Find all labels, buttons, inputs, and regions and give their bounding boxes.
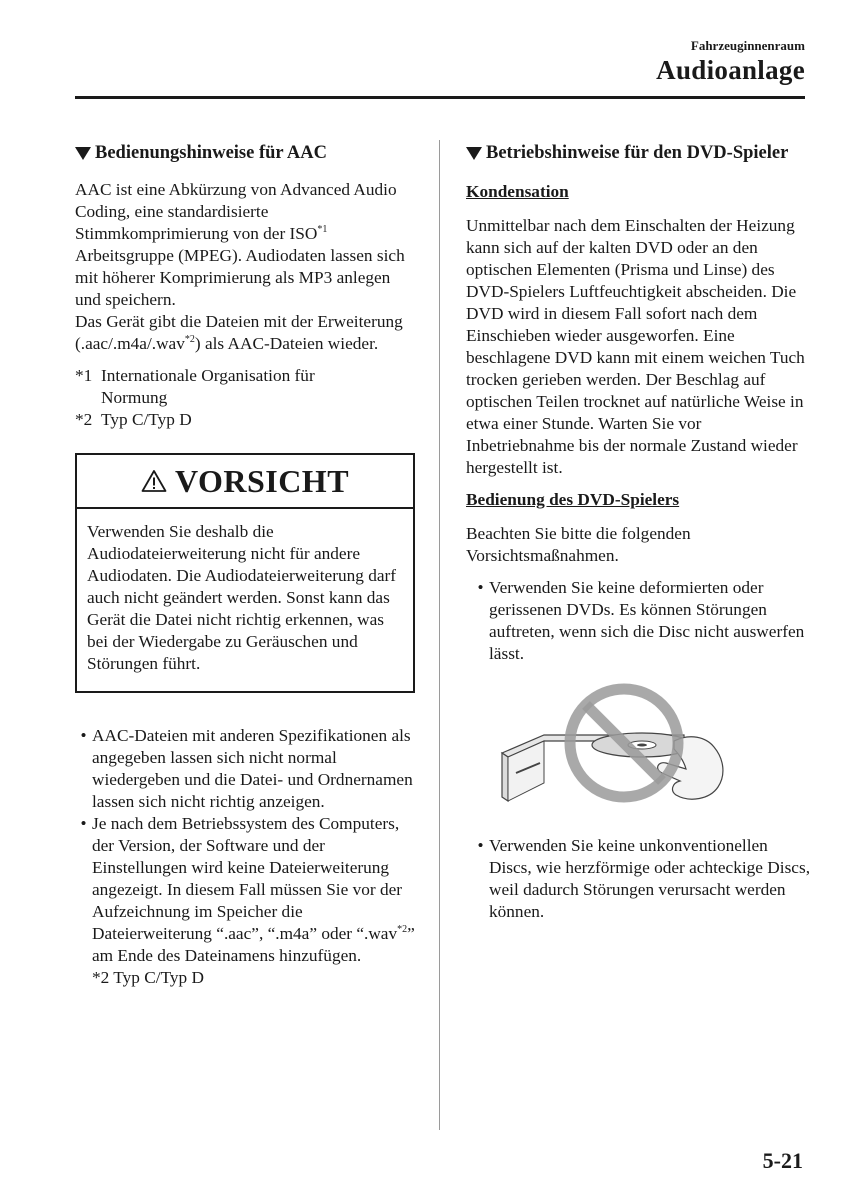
column-divider bbox=[439, 140, 440, 1130]
caution-title: VORSICHT bbox=[174, 463, 350, 499]
footnote-1-cont: Normung bbox=[101, 388, 168, 407]
dvd-section-title: Betriebshinweise für den DVD-Spieler bbox=[466, 142, 811, 165]
left-column bbox=[75, 142, 415, 989]
chapter-label: Fahrzeuginnenraum bbox=[690, 38, 805, 53]
header-rule bbox=[75, 96, 805, 99]
no-deformed-disc-illustration bbox=[494, 683, 744, 813]
condensation-heading: Kondensation bbox=[466, 182, 569, 201]
aac-paragraph-1: AAC ist eine Abkürzung von Advanced Audio Coding, eine standardisierte Stimmkomprimierung von der ISO$^{*1}$ Arbeitsgruppe (MPEG). Audiodaten lassen sich mit höherer Komprimierung als MP3 anlegen und speichern. bbox=[75, 180, 405, 309]
list-item: • Verwenden Sie keine deformierten oder gerissenen DVDs. Es können Störungen auftreten, wenn sich die Disc nicht auswerfen lässt. bbox=[477, 578, 805, 663]
caution-header bbox=[77, 455, 413, 509]
operation-heading: Bedienung des DVD-Spielers bbox=[466, 490, 680, 509]
aac-paragraph-2: Das Gerät gibt die Dateien mit der Erweiterung (.aac/.m4a/.wav$^{*2}$) als AAC-Dateien wieder. bbox=[75, 312, 403, 353]
list-item: • Je nach dem Betriebssystem des Computers, der Version, der Software und der Einstellungen wird keine Dateierweiterung angezeigt. In diesem Fall müssen Sie vor der Aufzeichnung im Speicher die Dateierweiterung “.aac”, “.m4a” oder “.wav$^{*2}$” am Ende des Dateinamens hinzufügen. *2 Typ C/Typ D bbox=[80, 814, 415, 987]
list-item: • Verwenden Sie keine unkonventionellen Discs, wie herzförmige oder achteckige Discs, weil dadurch Störungen verursacht werden können. bbox=[477, 836, 811, 921]
footnote-1: *1 Internationale Organisation für bbox=[75, 366, 315, 385]
operation-text: Beachten Sie bitte die folgenden Vorsichtsmaßnahmen. bbox=[466, 524, 691, 565]
page-number: 5-21 bbox=[762, 1148, 803, 1173]
footnote-2: *2 Typ C/Typ D bbox=[75, 410, 192, 429]
aac-section-title: Bedienungshinweise für AAC bbox=[75, 142, 415, 165]
condensation-text: Unmittelbar nach dem Einschalten der Heizung kann sich auf der kalten DVD oder an den optischen Elementen (Prisma und Linse) des DVD-Spielers Luftfeuchtigkeit abscheiden. Die DVD wird in diesem Fall sofort nach dem Einschieben wieder ausgeworfen. Eine beschlagene DVD kann mit einem weichen Tuch trocken gerieben werden. Der Beschlag auf optischen Teilen trocknet auf natürliche Weise in etwa einer Stunde. Warten Sie vor Inbetriebnahme bis der normale Zustand wieder hergestellt ist. bbox=[466, 216, 805, 477]
bullet-footnote: *2 Typ C/Typ D bbox=[92, 968, 204, 987]
caution-box bbox=[75, 453, 415, 693]
right-column bbox=[466, 142, 811, 923]
caution-body: Verwenden Sie deshalb die Audiodateierweiterung nicht für andere Audiodaten. Die Audiodateierweiterung darf auch nicht geändert werden. Sonst kann das Gerät die Datei nicht richtig erkennen, was bei der Wiedergabe zu Geräuschen und Störungen führt. bbox=[87, 522, 397, 673]
warning-triangle-icon bbox=[141, 469, 167, 493]
page-title: Audioanlage bbox=[656, 55, 805, 85]
triangle-down-icon bbox=[466, 147, 482, 160]
list-item: • AAC-Dateien mit anderen Spezifikationen als angegeben lassen sich nicht normal wiedergeben und die Datei- und Ordnernamen lassen sich nicht richtig anzeigen. bbox=[80, 726, 413, 811]
triangle-down-icon bbox=[75, 147, 91, 160]
